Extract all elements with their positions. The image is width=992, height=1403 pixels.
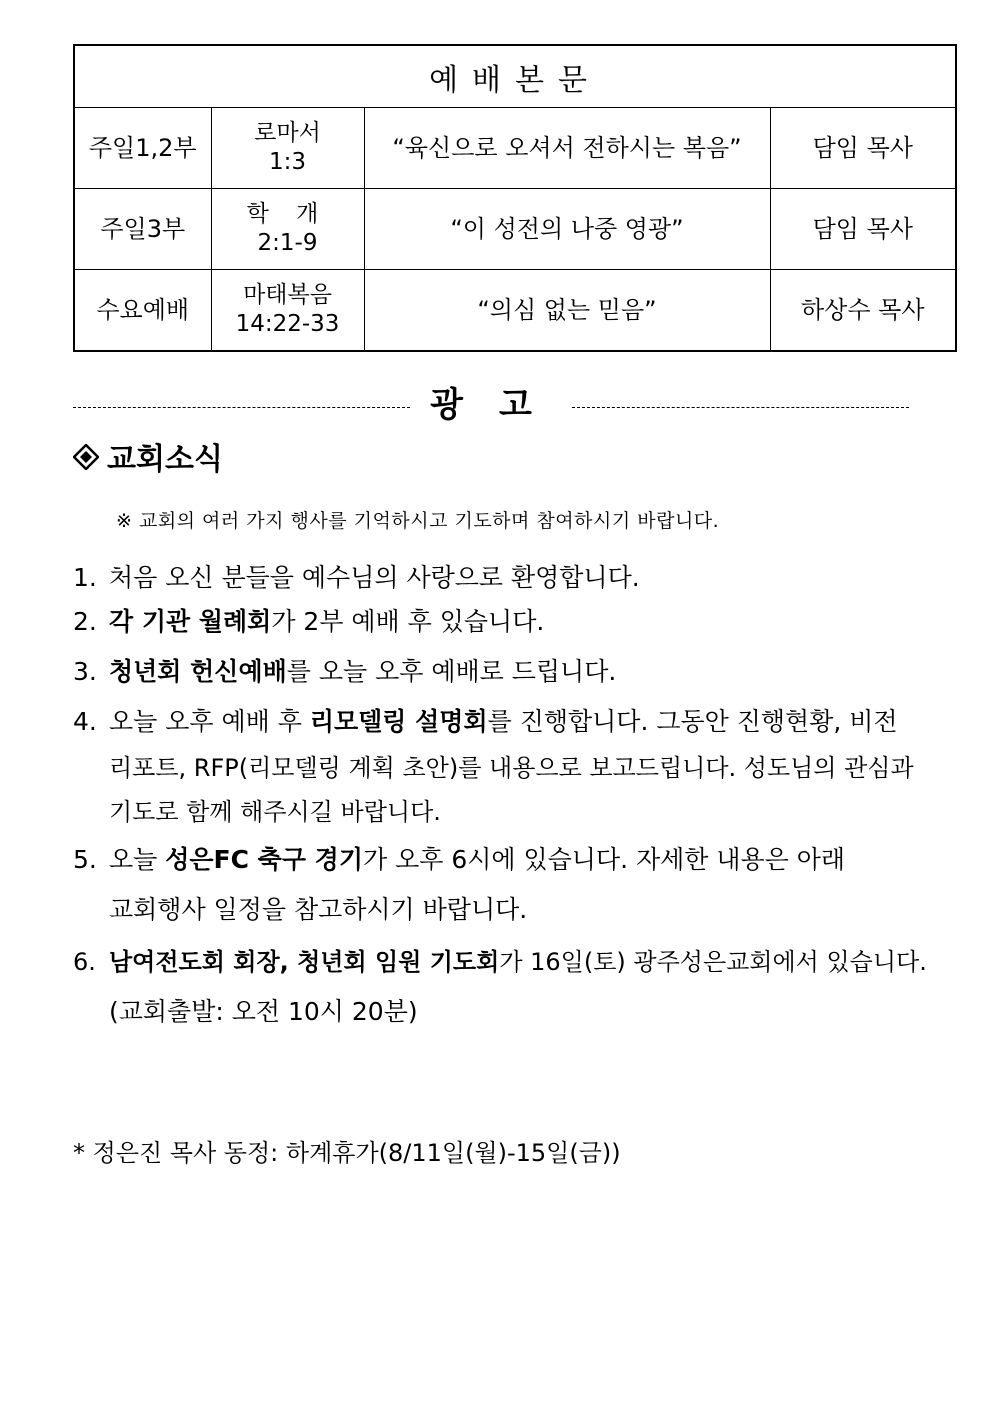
item-number: 3.: [73, 657, 97, 686]
item-text: 를 오늘 오후 예배로 드립니다.: [286, 657, 617, 686]
item-text: 를 진행합니다. 그동안 진행현황, 비전: [487, 707, 898, 736]
item-text: 오늘 오후 예배 후: [109, 707, 310, 736]
item-highlight: 성은FC 축구 경기: [165, 845, 363, 874]
item-text: 처음 오신 분들을 예수님의 사랑으로 환영합니다.: [109, 563, 640, 592]
item-number: 1.: [73, 563, 97, 592]
sermon-title: “의심 없는 믿음”: [364, 270, 770, 352]
item-text: 가 오후 6시에 있습니다. 자세한 내용은 아래: [362, 845, 846, 874]
announcements-heading: [73, 376, 909, 426]
item-continuation: (교회출발: 오전 10시 20분): [109, 997, 418, 1026]
item-number: 5.: [73, 845, 97, 874]
list-item: [73, 558, 640, 594]
church-news-title: 교회소식: [107, 442, 223, 477]
service-name: 주일3부: [74, 189, 211, 270]
item-number: 2.: [73, 607, 97, 636]
sermon-title: “육신으로 오셔서 전하시는 복음”: [364, 108, 770, 189]
item-highlight: 남여전도회 회장, 청년회 임원 기도회: [109, 948, 500, 976]
preacher: 담임 목사: [770, 108, 956, 189]
scripture-book: 로마서: [254, 120, 321, 147]
service-name: 주일1,2부: [74, 108, 211, 189]
table-title: 예배본문: [74, 45, 956, 108]
announcements-title: 광고: [430, 384, 568, 425]
item-continuation: 리포트, RFP(리모델링 계획 초안)를 내용으로 보고드립니다. 성도님의 관심과: [109, 754, 914, 782]
dashed-divider: [73, 407, 410, 408]
scripture-verse: 14:22-33: [235, 311, 340, 337]
scripture-verse: 2:1-9: [257, 230, 318, 256]
notice-text: ※ 교회의 여러 가지 행사를 기억하시고 기도하며 참여하시기 바랍니다.: [116, 510, 720, 532]
table-row: [74, 108, 956, 189]
list-item: [73, 702, 898, 738]
sermon-title: “이 성전의 나중 영광”: [364, 189, 770, 270]
item-continuation: 기도로 함께 해주시길 바랍니다.: [109, 798, 441, 826]
church-news-heading: [73, 434, 223, 478]
preacher: 하상수 목사: [770, 270, 956, 352]
diamond-icon: [73, 444, 97, 468]
scripture-reference: [211, 108, 364, 189]
item-text: 오늘: [109, 845, 166, 874]
table-row: [74, 270, 956, 352]
scripture-book: 마태복음: [243, 282, 332, 309]
list-item: [73, 840, 845, 876]
scripture-reference: [211, 270, 364, 352]
table-header-row: [74, 45, 956, 108]
list-item: [73, 652, 616, 688]
item-text: 가 2부 예배 후 있습니다.: [271, 607, 545, 636]
scripture-verse: 1:3: [268, 149, 306, 175]
list-item: [73, 602, 544, 638]
sermon-table: [73, 44, 957, 352]
scripture-book: 학 개: [246, 201, 329, 228]
service-name: 수요예배: [74, 270, 211, 352]
list-item: [73, 942, 927, 977]
item-highlight: 각 기관 월례회: [109, 607, 272, 636]
item-number: 4.: [73, 707, 97, 736]
pastor-news: * 정은진 목사 동정: 하계휴가(8/11일(월)-15일(금)): [73, 1139, 621, 1167]
dashed-divider: [572, 407, 909, 408]
item-number: 6.: [73, 948, 96, 976]
preacher: 담임 목사: [770, 189, 956, 270]
scripture-reference: [211, 189, 364, 270]
table-row: [74, 189, 956, 270]
item-text: 가 16일(토) 광주성은교회에서 있습니다.: [499, 948, 927, 976]
item-highlight: 리모델링 설명회: [309, 707, 488, 736]
item-continuation: 교회행사 일정을 참고하시기 바랍니다.: [109, 895, 528, 924]
item-highlight: 청년회 헌신예배: [109, 657, 287, 686]
